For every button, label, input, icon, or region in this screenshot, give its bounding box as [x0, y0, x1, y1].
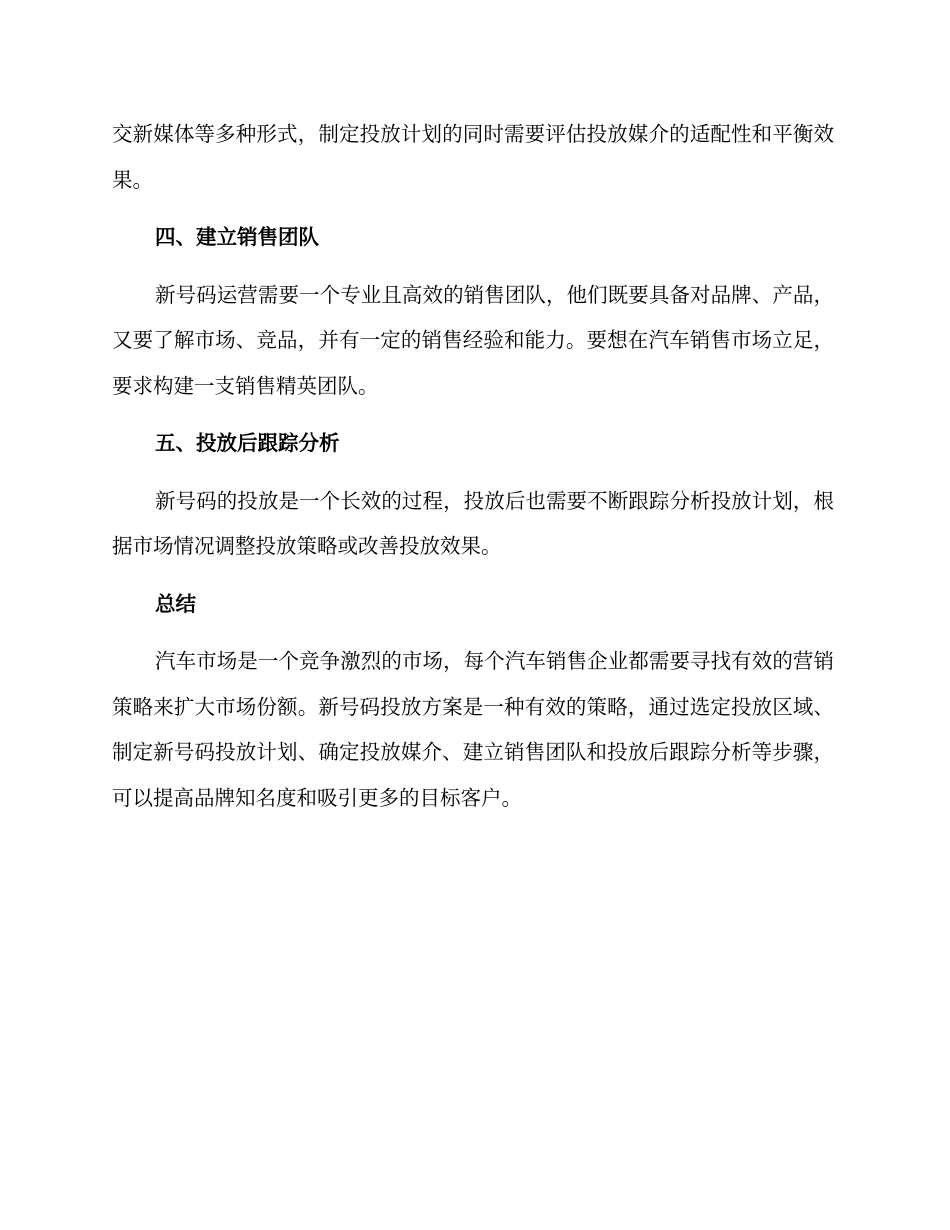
section-5-heading: 五、投放后跟踪分析 [155, 431, 340, 455]
summary-paragraph: 汽车市场是一个竞争激烈的市场，每个汽车销售企业都需要寻找有效的营销策略来扩大市场份额。新号码投放方案是一种有效的策略，通过选定投放区域、制定新号码投放计划、确定投放媒介、建立销售团队和投放后跟踪分析等步骤，可以提高品牌知名度和吸引更多的目标客户。 [112, 649, 834, 810]
document-body [112, 112, 834, 821]
continuation-paragraph: 交新媒体等多种形式，制定投放计划的同时需要评估投放媒介的适配性和平衡效果。 [112, 122, 834, 192]
section-4-paragraph: 新号码运营需要一个专业且高效的销售团队，他们既要具备对品牌、产品，又要了解市场、竞品，并有一定的销售经验和能力。要想在汽车销售市场立足，要求构建一支销售精英团队。 [112, 282, 834, 398]
section-5-paragraph: 新号码的投放是一个长效的过程，投放后也需要不断跟踪分析投放计划，根据市场情况调整投放策略或改善投放效果。 [112, 488, 834, 558]
summary-heading: 总结 [155, 591, 196, 616]
section-4-heading: 四、建立销售团队 [155, 225, 319, 249]
